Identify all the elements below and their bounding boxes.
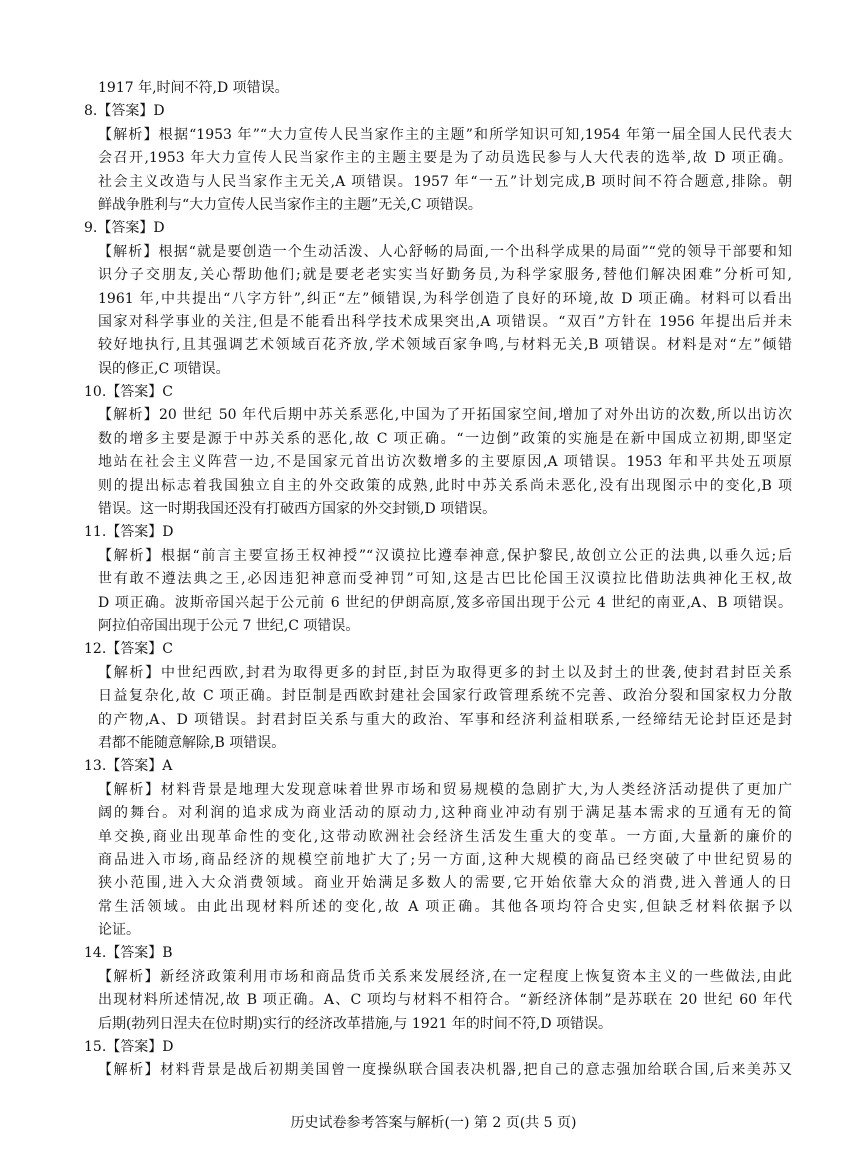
text-line: 1917 年,时间不符,D 项错误。 bbox=[98, 80, 289, 96]
text-line: 世有敢不遵法典之王,必因违犯神意而受神罚”可知,这是古巴比伦国王汉谟拉比借助法典神化王权,故 bbox=[98, 571, 792, 588]
text-line: 论证。 bbox=[98, 922, 140, 939]
text-line: 15.【答案】D bbox=[84, 1039, 174, 1056]
text-line: 11.【答案】D bbox=[84, 524, 174, 541]
text-line: 错误。这一时期我国还没有打破西方国家的外交封锁,D 项错误。 bbox=[98, 501, 497, 518]
text-line: 会召开,1953 年大力宣传人民当家作主的主题主要是为了动员选民参与人大代表的选举,故 D 项正确。 bbox=[98, 150, 792, 167]
text-line: 阔的舞台。对利润的追求成为商业活动的原动力,这种商业冲动有别于满足基本需求的互通有无的简 bbox=[98, 805, 792, 822]
text-line: 常生活领域。由此出现材料所述的变化,故 A 项正确。其他各项均符合史实,但缺乏材料依据予以 bbox=[98, 898, 792, 915]
text-line: 出现材料所述情况,故 B 项正确。A、C 项均与材料不相符合。“新经济体制”是苏联在 20 世纪 60 年代 bbox=[98, 992, 792, 1009]
text-line: 鲜战争胜利与“大力宣传人民当家作主的主题”无关,C 项错误。 bbox=[98, 196, 482, 213]
text-line: 8.【答案】D bbox=[84, 103, 165, 120]
text-line: 国家对科学事业的关注,但是不能看出科学技术成果突出,A 项错误。“双百”方针在 1956 年提出后并未 bbox=[98, 313, 792, 330]
answer-explanations bbox=[84, 77, 792, 1083]
page-footer: 历史试卷参考答案与解析(一) 第 2 页(共 5 页) bbox=[290, 1115, 577, 1131]
text-line: 阿拉伯帝国出现于公元 7 世纪,C 项错误。 bbox=[98, 617, 360, 634]
text-line: 识分子交朋友,关心帮助他们;就是要老老实实当好勤务员,为科学家服务,替他们解决困难”分析可知, bbox=[98, 267, 792, 284]
text-line: D 项正确。波斯帝国兴起于公元前 6 世纪的伊朗高原,笈多帝国出现于公元 4 世纪的南亚,A、B 项错误。 bbox=[98, 594, 792, 611]
text-line: 则的提出标志着我国独立自主的外交政策的成熟,此时中苏关系尚未恶化,没有出现图示中的变化,B 项 bbox=[98, 477, 792, 494]
text-line: 10.【答案】C bbox=[84, 384, 173, 401]
text-line: 单交换,商业出现革命性的变化,这带动欧洲社会经济生活发生重大的变革。一方面,大量新的廉价的 bbox=[98, 828, 792, 845]
text-line: 狭小范围,进入大众消费领域。商业开始满足多数人的需要,它开始依靠大众的消费,进入普通人的日 bbox=[98, 875, 792, 892]
text-line: 误的修正,C 项错误。 bbox=[98, 360, 230, 377]
text-line: 【解析】中世纪西欧,封君为取得更多的封臣,封臣为取得更多的封土以及封土的世袭,使封君封臣关系 bbox=[98, 664, 792, 681]
text-line: 9.【答案】D bbox=[84, 220, 165, 237]
text-line: 商品进入市场,商品经济的规模空前地扩大了;另一方面,这种大规模的商品已经突破了中世纪贸易的 bbox=[98, 851, 792, 868]
text-line: 【解析】材料背景是战后初期美国曾一度操纵联合国表决机器,把自己的意志强加给联合国,后来美苏又 bbox=[98, 1062, 792, 1079]
text-line: 14.【答案】B bbox=[84, 945, 173, 962]
text-line: 【解析】根据“1953 年”“大力宣传人民当家作主的主题”和所学知识可知,1954 年第一届全国人民代表大 bbox=[98, 126, 792, 143]
text-line: 较好地执行,且其强调艺术领域百花齐放,学术领域百家争鸣,与材料无关,B 项错误。材料是对“左”倾错 bbox=[98, 337, 792, 354]
text-line: 【解析】新经济政策利用市场和商品货币关系来发展经济,在一定程度上恢复资本主义的一些做法,由此 bbox=[98, 968, 792, 985]
text-line: 的产物,A、D 项错误。封君封臣关系与重大的政治、军事和经济利益相联系,一经缔结无论封臣还是封 bbox=[98, 711, 792, 728]
text-line: 【解析】材料背景是地理大发现意味着世界市场和贸易规模的急剧扩大,为人类经济活动提供了更加广 bbox=[98, 781, 792, 798]
text-line: 日益复杂化,故 C 项正确。封臣制是西欧封建社会国家行政管理系统不完善、政治分裂和国家权力分散 bbox=[98, 688, 792, 705]
text-line: 地站在社会主义阵营一边,不是国家元首出访次数增多的主要原因,A 项错误。1953 年和平共处五项原 bbox=[98, 454, 792, 471]
text-line: 君都不能随意解除,B 项错误。 bbox=[98, 734, 286, 751]
text-line: 12.【答案】C bbox=[84, 641, 173, 658]
text-line: 【解析】根据“前言主要宣扬王权神授”“汉谟拉比遵奉神意,保护黎民,故创立公正的法典,以垂久远;后 bbox=[98, 547, 792, 564]
text-line: 【解析】20 世纪 50 年代后期中苏关系恶化,中国为了开拓国家空间,增加了对外出访的次数,所以出访次 bbox=[98, 407, 792, 424]
text-line: 【解析】根据“就是要创造一个生动活泼、人心舒畅的局面,一个出科学成果的局面”“党的领导干部要和知 bbox=[98, 243, 792, 260]
text-line: 数的增多主要是源于中苏关系的恶化,故 C 项正确。“一边倒”政策的实施是在新中国成立初期,即坚定 bbox=[98, 430, 792, 447]
text-line: 13.【答案】A bbox=[84, 758, 173, 775]
text-line: 后期(勃列日涅夫在位时期)实行的经济改革措施,与 1921 年的时间不符,D 项错误。 bbox=[98, 1015, 613, 1032]
text-line: 1961 年,中共提出“八字方针”,纠正“左”倾错误,为科学创造了良好的环境,故 D 项正确。材料可以看出 bbox=[98, 290, 792, 307]
text-line: 社会主义改造与人民当家作主无关,A 项错误。1957 年“一五”计划完成,B 项时间不符合题意,排除。朝 bbox=[98, 173, 792, 190]
